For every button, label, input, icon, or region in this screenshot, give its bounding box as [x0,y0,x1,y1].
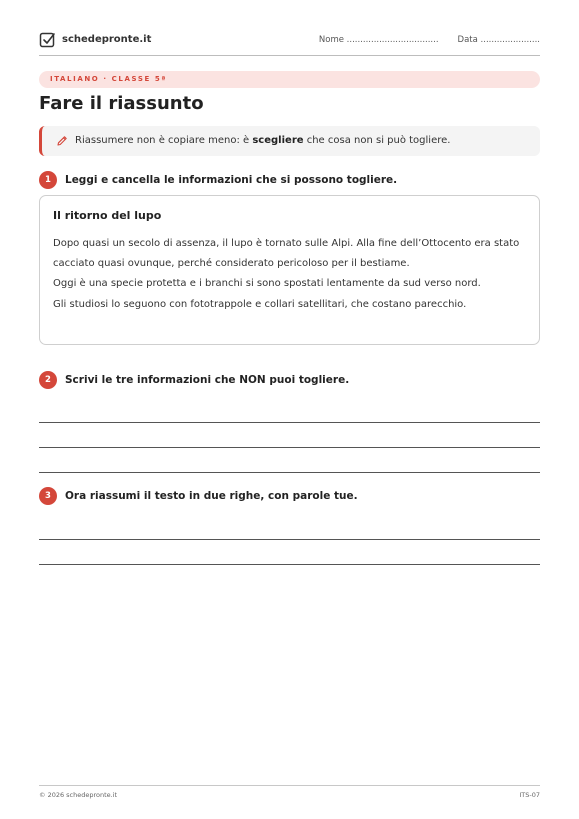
question-number-badge: 1 [39,171,57,189]
footer-divider [39,785,540,786]
answer-line[interactable] [39,564,540,565]
page-header [39,28,540,56]
checklist-icon [39,31,56,48]
footer-code: ITS-07 [519,791,540,799]
pencil-icon [56,135,68,147]
question-text: Leggi e cancella le informazioni che si possono togliere. [65,174,398,186]
tip-text-bold: scegliere [252,135,304,146]
student-fields [319,35,540,45]
passage-paragraph: Gli studiosi lo seguono con fototrappole e collari satellitari, che costano parecchio. [53,298,467,310]
tip-box [39,126,540,156]
tip-text [75,135,450,146]
passage-paragraph: Dopo quasi un secolo di assenza, il lupo è tornato sulle Alpi. Alla fine dell’Ottocento era stato cacciato quasi ovunque, perché considerato pericoloso per il bestiame. [53,238,520,270]
question-text: Ora riassumi il testo in due righe, con parole tue. [65,490,358,502]
answer-line[interactable] [39,539,540,540]
question-number-badge: 2 [39,371,57,389]
tip-text-after: che cosa non si può togliere. [303,135,451,146]
brand [39,31,151,48]
tip-text-before: Riassumere non è copiare meno: è [75,135,253,146]
date-field[interactable]: Data ...................... [457,35,540,45]
passage-title: Il ritorno del lupo [53,209,162,222]
subject-bar [39,71,540,88]
question-3 [39,487,358,505]
question-1 [39,171,397,189]
name-field[interactable]: Nome .................................. [318,35,439,45]
question-number-badge: 3 [39,487,57,505]
reading-passage [39,195,540,345]
subject-label: ITALIANO · CLASSE 5ª [50,75,167,83]
answer-line[interactable] [39,447,540,448]
footer-copyright: © 2026 schedepronte.it [39,791,118,799]
question-2 [39,371,349,389]
question-text: Scrivi le tre informazioni che NON puoi togliere. [65,374,350,386]
passage-body [53,234,528,315]
answer-line[interactable] [39,422,540,423]
brand-name: schedepronte.it [62,34,152,45]
passage-paragraph: Oggi è una specie protetta e i branchi si sono spostati lentamente da sud verso nord. [53,278,481,290]
page-title: Fare il riassunto [39,93,204,114]
answer-line[interactable] [39,472,540,473]
